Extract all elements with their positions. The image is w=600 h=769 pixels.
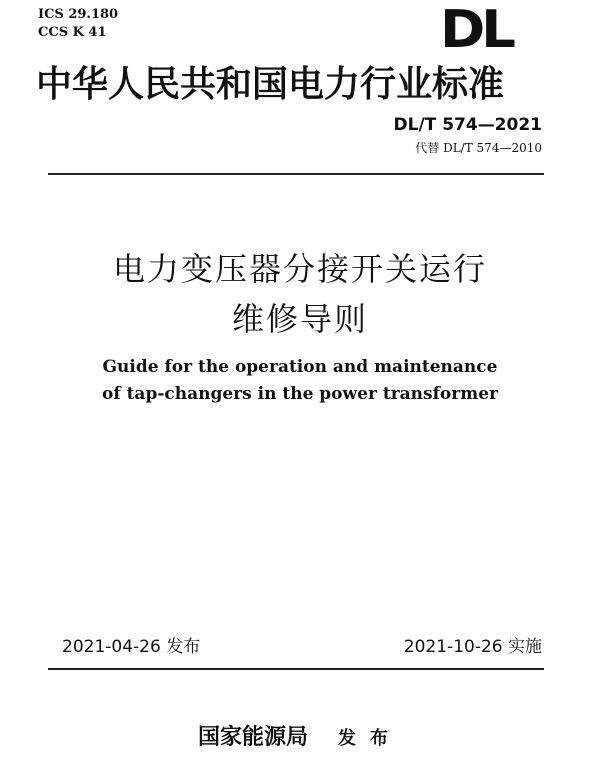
dl-logo bbox=[440, 0, 542, 60]
title-en-line-1: Guide for the operation and maintenance bbox=[102, 357, 498, 377]
title-cn-line-1: 电力变压器分接开关运行 bbox=[112, 250, 487, 288]
title-cn-line-2: 维修导则 bbox=[231, 300, 368, 338]
standard-category-title: 中华人民共和国电力行业标准 bbox=[36, 63, 505, 105]
top-divider bbox=[48, 173, 544, 175]
implementation-date: 2021-10-26 实施 bbox=[403, 637, 542, 657]
dl-logo-text: DL bbox=[440, 0, 512, 60]
standard-number: DL/T 574—2021 bbox=[393, 115, 542, 135]
publisher-name: 国家能源局 bbox=[197, 725, 308, 750]
publisher-line bbox=[0, 723, 600, 754]
replaces-standard: 代替 DL/T 574—2010 bbox=[415, 141, 542, 155]
bottom-divider bbox=[48, 668, 544, 670]
title-en-line-2: of tap-changers in the power transformer bbox=[102, 384, 498, 404]
ccs-code: CCS K 41 bbox=[38, 25, 107, 40]
ics-code: ICS 29.180 bbox=[38, 7, 119, 22]
issue-date: 2021-04-26 发布 bbox=[62, 637, 201, 657]
publisher-action: 发布 bbox=[338, 728, 402, 749]
